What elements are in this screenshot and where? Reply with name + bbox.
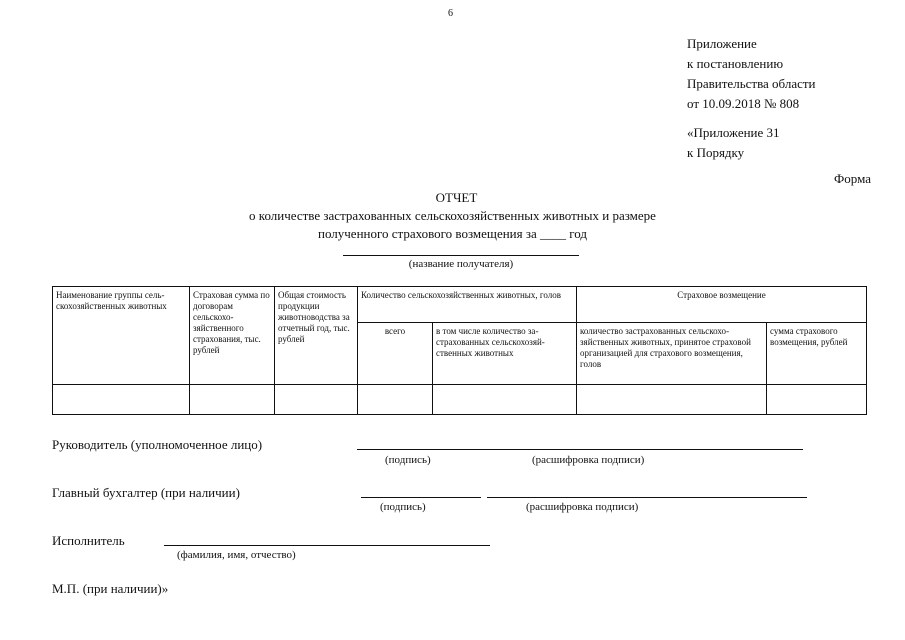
- appendix-block: [687, 123, 780, 163]
- table-cell[interactable]: [433, 385, 577, 415]
- header-group-name: Наименование группы сельскохозяйственных животных: [53, 287, 190, 385]
- accountant-label: Главный бухгалтер (при наличии): [52, 485, 240, 500]
- title-line: полученного страхового возмещения за ____ год: [317, 226, 588, 241]
- table-cell[interactable]: [358, 385, 433, 415]
- table-cell[interactable]: [275, 385, 358, 415]
- executor-line[interactable]: [164, 545, 490, 546]
- report-title: [0, 189, 905, 243]
- approval-line: Приложение: [687, 36, 757, 51]
- head-signature-line[interactable]: [357, 449, 803, 450]
- header-insured-sum: Страховая сумма по договорам сельскохозяйственного страхования, тыс. рублей: [190, 287, 275, 385]
- approval-line: к постановлению: [687, 56, 784, 71]
- table-header-row: [53, 287, 867, 323]
- appendix-line: «Приложение 31: [687, 125, 780, 140]
- accountant-name-caption: (расшифровка подписи): [526, 501, 639, 513]
- head-label: Руководитель (уполномоченное лицо): [52, 437, 263, 452]
- recipient-caption: (название получателя): [408, 258, 514, 270]
- title-line: ОТЧЕТ: [435, 190, 478, 205]
- accountant-name-line[interactable]: [487, 497, 807, 498]
- recipient-field-line[interactable]: [343, 255, 579, 256]
- executor-label: Исполнитель: [52, 533, 125, 548]
- approval-line: от 10.09.2018 № 808: [687, 96, 800, 111]
- appendix-line: к Порядку: [687, 145, 745, 160]
- title-line: о количестве застрахованных сельскохозяйственных животных и размере: [249, 208, 656, 223]
- table-cell[interactable]: [190, 385, 275, 415]
- form-label: Форма: [834, 171, 871, 186]
- table-cell[interactable]: [767, 385, 867, 415]
- head-sign-caption: (подпись): [385, 454, 431, 466]
- header-insurance-payout: Страховое возмещение: [577, 287, 867, 323]
- report-table: [52, 286, 867, 415]
- accountant-sign-line[interactable]: [361, 497, 481, 498]
- header-count-total: всего: [358, 323, 433, 385]
- table-cell[interactable]: [577, 385, 767, 415]
- header-count-insured: в том числе количество застрахованных сельскохозяйственных животных: [433, 323, 577, 385]
- approval-block: [687, 34, 816, 114]
- table-row: [53, 385, 867, 415]
- table-cell[interactable]: [53, 385, 190, 415]
- head-name-caption: (расшифровка подписи): [532, 454, 645, 466]
- header-animal-count: Количество сельскохозяйственных животных, голов: [358, 287, 577, 323]
- accountant-sign-caption: (подпись): [380, 501, 426, 513]
- page-number: 6: [448, 8, 453, 19]
- header-total-cost: Общая стоимость продукции животноводства за отчетный год, тыс. рублей: [275, 287, 358, 385]
- approval-line: Правительства области: [687, 76, 816, 91]
- executor-caption: (фамилия, имя, отчество): [177, 549, 296, 561]
- header-payout-sum: сумма страхового возмещения, рублей: [767, 323, 867, 385]
- stamp-label: М.П. (при наличии)»: [52, 581, 169, 596]
- header-accepted-count: количество застрахованных сельскохозяйственных животных, принятое страховой организацией для страхового возмещения, голов: [577, 323, 767, 385]
